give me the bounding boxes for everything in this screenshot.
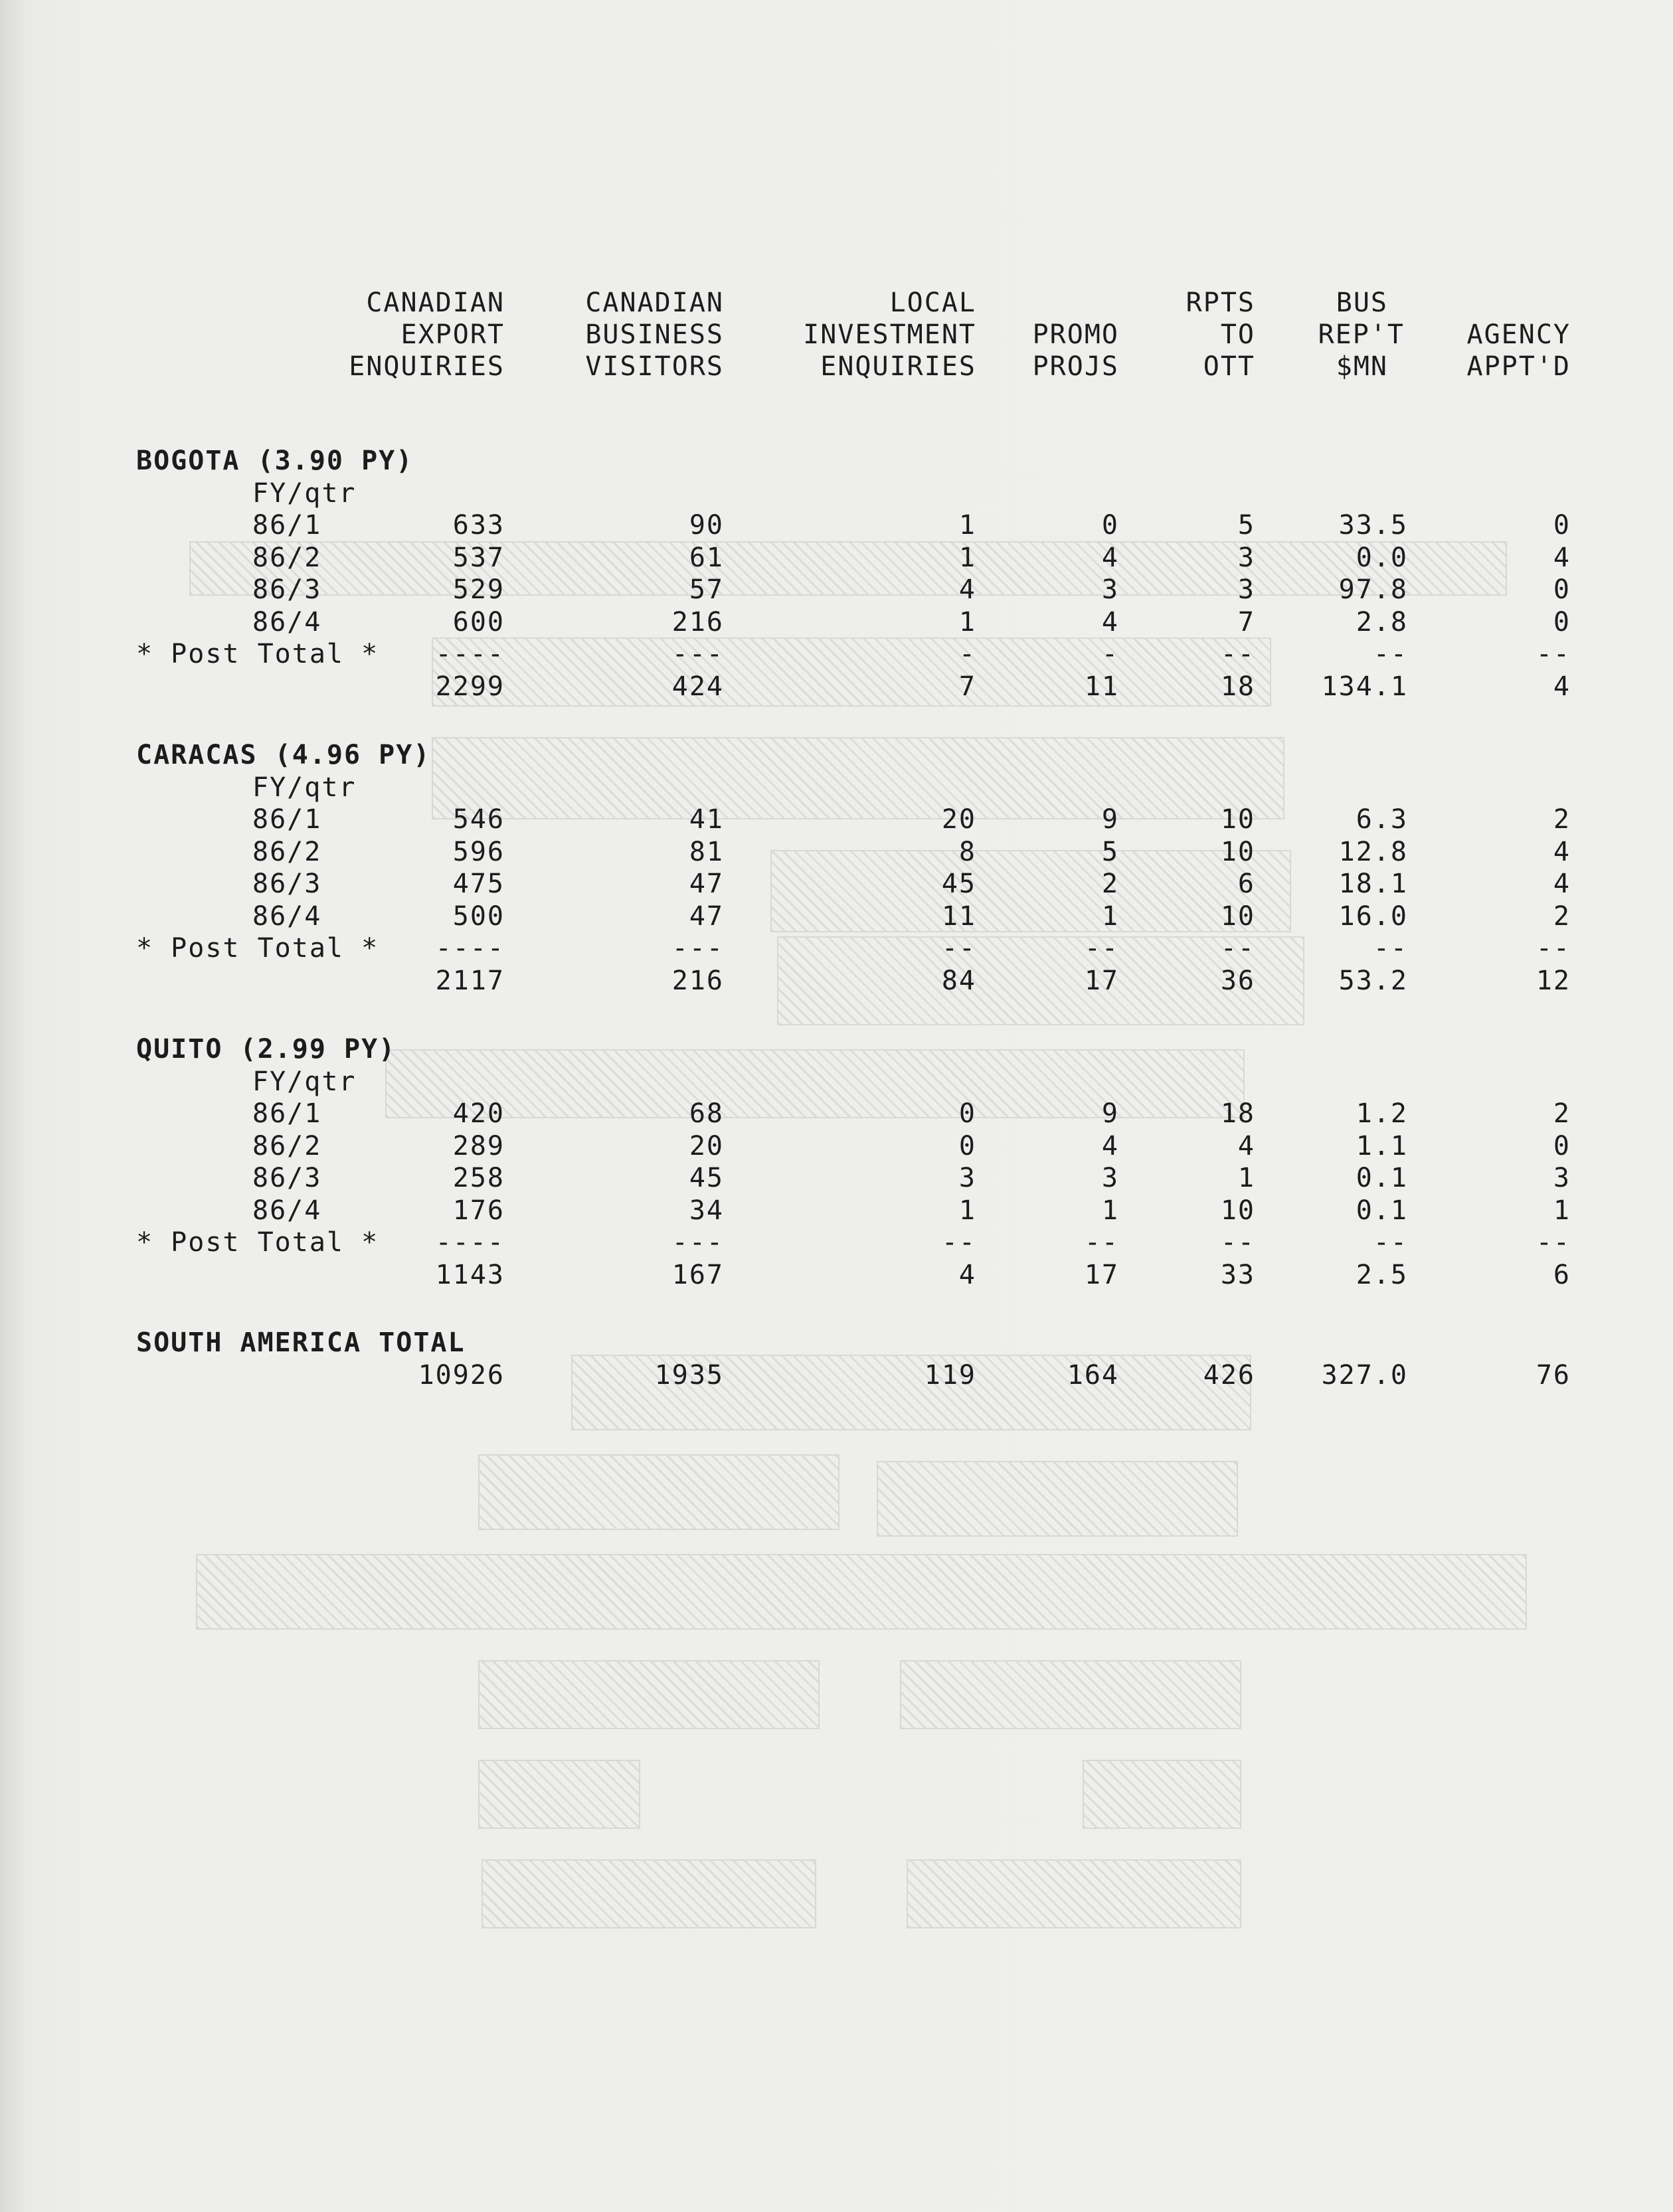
cell-export-enquiries: 258 — [452, 1163, 505, 1193]
total-separator: -- — [1373, 933, 1408, 964]
section-title: BOGOTA (3.90 PY) — [136, 446, 414, 476]
cell-rpts-to-ott: 18 — [1220, 1098, 1255, 1129]
total-promo-projs: 11 — [1084, 671, 1119, 702]
total-business-visitors: 424 — [671, 671, 724, 702]
cell-investment-enquiries: 1 — [958, 1195, 976, 1226]
cell-investment-enquiries: 1 — [958, 606, 976, 638]
total-separator: -- — [1220, 1227, 1255, 1258]
total-separator: - — [958, 639, 976, 669]
ghost-bar — [907, 1859, 1241, 1928]
total-promo-projs: 17 — [1084, 1259, 1119, 1290]
cell-bus-rept-mn: 33.5 — [1338, 510, 1408, 541]
total-separator: ---- — [435, 639, 505, 669]
quarter-label: 86/3 — [252, 869, 322, 899]
total-separator: ---- — [435, 1227, 505, 1258]
total-business-visitors: 216 — [671, 965, 724, 996]
grand-total-bus-rept-mn: 327.0 — [1321, 1359, 1408, 1391]
header-rpts-to-ott-line3: OTT — [1203, 351, 1255, 382]
cell-bus-rept-mn: 18.1 — [1338, 869, 1408, 899]
total-separator: -- — [1220, 933, 1255, 964]
cell-promo-projs: 3 — [1101, 1163, 1119, 1193]
total-bus-rept-mn: 2.5 — [1356, 1259, 1408, 1290]
cell-investment-enquiries: 3 — [958, 1163, 976, 1193]
cell-promo-projs: 1 — [1101, 900, 1119, 932]
total-investment-enquiries: 84 — [941, 965, 976, 996]
ghost-bar — [478, 1760, 640, 1829]
cell-business-visitors: 61 — [689, 542, 724, 573]
cell-investment-enquiries: 8 — [958, 836, 976, 867]
ghost-bar — [478, 1454, 839, 1530]
quarter-label: 86/2 — [252, 542, 322, 573]
post-total-label: * Post Total * — [136, 639, 379, 669]
cell-rpts-to-ott: 10 — [1220, 804, 1255, 835]
cell-export-enquiries: 537 — [452, 542, 505, 573]
header-promo-projs-line1: PROMO — [1032, 319, 1119, 350]
cell-promo-projs: 9 — [1101, 804, 1119, 835]
cell-investment-enquiries: 0 — [958, 1098, 976, 1129]
cell-bus-rept-mn: 97.8 — [1338, 574, 1408, 605]
cell-investment-enquiries: 20 — [941, 804, 976, 835]
cell-business-visitors: 20 — [689, 1130, 724, 1161]
cell-rpts-to-ott: 10 — [1220, 900, 1255, 932]
cell-promo-projs: 5 — [1101, 836, 1119, 867]
cell-promo-projs: 9 — [1101, 1098, 1119, 1129]
total-separator: - — [1101, 639, 1119, 669]
cell-bus-rept-mn: 0.0 — [1356, 542, 1408, 573]
cell-investment-enquiries: 1 — [958, 542, 976, 573]
cell-promo-projs: 4 — [1101, 606, 1119, 638]
total-agency-appt: 6 — [1553, 1259, 1571, 1290]
total-investment-enquiries: 7 — [958, 671, 976, 702]
cell-rpts-to-ott: 3 — [1237, 542, 1255, 573]
total-export-enquiries: 2299 — [435, 671, 505, 702]
grand-total-title: SOUTH AMERICA TOTAL — [136, 1327, 466, 1358]
cell-bus-rept-mn: 0.1 — [1356, 1163, 1408, 1193]
cell-export-enquiries: 420 — [452, 1098, 505, 1129]
total-separator: --- — [671, 933, 724, 964]
header-export-enquiries-line2: EXPORT — [400, 319, 505, 350]
section-title: QUITO (2.99 PY) — [136, 1034, 396, 1064]
ghost-bar — [1083, 1760, 1241, 1829]
header-export-enquiries-line1: CANADIAN — [366, 288, 505, 318]
cell-promo-projs: 4 — [1101, 1130, 1119, 1161]
cell-agency-appt: 4 — [1553, 836, 1571, 867]
total-separator: -- — [1084, 933, 1119, 964]
cell-agency-appt: 2 — [1553, 1098, 1571, 1129]
header-investment-enquiries-line2: INVESTMENT — [803, 319, 976, 350]
total-separator: -- — [1220, 639, 1255, 669]
grand-total-export-enquiries: 10926 — [418, 1359, 505, 1391]
header-promo-projs-line2: PROJS — [1032, 351, 1119, 382]
cell-business-visitors: 216 — [671, 606, 724, 638]
total-separator: ---- — [435, 933, 505, 964]
header-business-visitors-line1: CANADIAN — [585, 288, 724, 318]
fyqtr-label: FY/qtr — [252, 772, 357, 803]
total-separator: -- — [1536, 1227, 1571, 1258]
cell-business-visitors: 57 — [689, 574, 724, 605]
cell-export-enquiries: 176 — [452, 1195, 505, 1226]
header-bus-rept-line2: REP'T — [1318, 319, 1405, 350]
total-promo-projs: 17 — [1084, 965, 1119, 996]
total-investment-enquiries: 4 — [958, 1259, 976, 1290]
cell-export-enquiries: 633 — [452, 510, 505, 541]
cell-export-enquiries: 600 — [452, 606, 505, 638]
total-separator: --- — [671, 1227, 724, 1258]
cell-bus-rept-mn: 16.0 — [1338, 900, 1408, 932]
cell-agency-appt: 0 — [1553, 606, 1571, 638]
cell-promo-projs: 0 — [1101, 510, 1119, 541]
total-bus-rept-mn: 53.2 — [1338, 965, 1408, 996]
grand-total-business-visitors: 1935 — [654, 1359, 724, 1391]
total-separator: -- — [1084, 1227, 1119, 1258]
section-title: CARACAS (4.96 PY) — [136, 740, 431, 770]
cell-agency-appt: 0 — [1553, 574, 1571, 605]
ghost-bar — [900, 1660, 1241, 1729]
cell-bus-rept-mn: 6.3 — [1356, 804, 1408, 835]
ghost-bar — [877, 1461, 1238, 1537]
cell-business-visitors: 90 — [689, 510, 724, 541]
quarter-label: 86/1 — [252, 1098, 322, 1129]
cell-agency-appt: 4 — [1553, 542, 1571, 573]
header-business-visitors-line2: BUSINESS — [585, 319, 724, 350]
cell-rpts-to-ott: 1 — [1237, 1163, 1255, 1193]
cell-promo-projs: 4 — [1101, 542, 1119, 573]
header-rpts-to-ott-line2: TO — [1220, 319, 1255, 350]
grand-total-rpts-to-ott: 426 — [1203, 1359, 1255, 1391]
cell-agency-appt: 2 — [1553, 804, 1571, 835]
total-separator: --- — [671, 639, 724, 669]
header-investment-enquiries-line1: LOCAL — [889, 288, 976, 318]
cell-agency-appt: 2 — [1553, 900, 1571, 932]
header-business-visitors-line3: VISITORS — [585, 351, 724, 382]
quarter-label: 86/2 — [252, 1130, 322, 1161]
header-agency-appt-line1: AGENCY — [1466, 319, 1571, 350]
cell-rpts-to-ott: 3 — [1237, 574, 1255, 605]
total-agency-appt: 12 — [1536, 965, 1571, 996]
cell-agency-appt: 0 — [1553, 510, 1571, 541]
quarter-label: 86/4 — [252, 900, 322, 932]
header-bus-rept-line1: BUS — [1336, 288, 1388, 318]
cell-business-visitors: 34 — [689, 1195, 724, 1226]
total-separator: -- — [941, 1227, 976, 1258]
cell-rpts-to-ott: 10 — [1220, 836, 1255, 867]
cell-business-visitors: 68 — [689, 1098, 724, 1129]
ghost-bar — [478, 1660, 820, 1729]
total-bus-rept-mn: 134.1 — [1321, 671, 1408, 702]
cell-investment-enquiries: 45 — [941, 869, 976, 899]
header-bus-rept-line3: $MN — [1336, 351, 1388, 382]
quarter-label: 86/4 — [252, 606, 322, 638]
total-rpts-to-ott: 33 — [1220, 1259, 1255, 1290]
cell-rpts-to-ott: 5 — [1237, 510, 1255, 541]
cell-business-visitors: 41 — [689, 804, 724, 835]
total-business-visitors: 167 — [671, 1259, 724, 1290]
cell-export-enquiries: 500 — [452, 900, 505, 932]
total-agency-appt: 4 — [1553, 671, 1571, 702]
cell-agency-appt: 3 — [1553, 1163, 1571, 1193]
quarter-label: 86/1 — [252, 804, 322, 835]
ghost-bar — [196, 1554, 1527, 1630]
cell-business-visitors: 81 — [689, 836, 724, 867]
header-export-enquiries-line3: ENQUIRIES — [349, 351, 505, 382]
cell-investment-enquiries: 4 — [958, 574, 976, 605]
total-separator: -- — [941, 933, 976, 964]
cell-export-enquiries: 529 — [452, 574, 505, 605]
cell-rpts-to-ott: 10 — [1220, 1195, 1255, 1226]
total-separator: -- — [1536, 933, 1571, 964]
grand-total-agency-appt: 76 — [1536, 1359, 1571, 1391]
cell-rpts-to-ott: 4 — [1237, 1130, 1255, 1161]
post-total-label: * Post Total * — [136, 1227, 379, 1258]
cell-rpts-to-ott: 7 — [1237, 606, 1255, 638]
cell-promo-projs: 3 — [1101, 574, 1119, 605]
cell-export-enquiries: 289 — [452, 1130, 505, 1161]
cell-investment-enquiries: 1 — [958, 510, 976, 541]
cell-export-enquiries: 546 — [452, 804, 505, 835]
quarter-label: 86/4 — [252, 1195, 322, 1226]
total-separator: -- — [1373, 1227, 1408, 1258]
cell-promo-projs: 1 — [1101, 1195, 1119, 1226]
grand-total-promo-projs: 164 — [1067, 1359, 1119, 1391]
total-separator: -- — [1536, 639, 1571, 669]
fyqtr-label: FY/qtr — [252, 1066, 357, 1097]
quarter-label: 86/3 — [252, 574, 322, 605]
cell-bus-rept-mn: 12.8 — [1338, 836, 1408, 867]
ghost-bar — [482, 1859, 816, 1928]
header-investment-enquiries-line3: ENQUIRIES — [820, 351, 976, 382]
cell-agency-appt: 0 — [1553, 1130, 1571, 1161]
quarter-label: 86/1 — [252, 510, 322, 541]
quarter-label: 86/2 — [252, 836, 322, 867]
cell-rpts-to-ott: 6 — [1237, 869, 1255, 899]
header-agency-appt-line2: APPT'D — [1466, 351, 1571, 382]
grand-total-investment-enquiries: 119 — [924, 1359, 976, 1391]
fyqtr-label: FY/qtr — [252, 477, 357, 509]
total-export-enquiries: 2117 — [435, 965, 505, 996]
cell-agency-appt: 4 — [1553, 869, 1571, 899]
cell-agency-appt: 1 — [1553, 1195, 1571, 1226]
cell-export-enquiries: 475 — [452, 869, 505, 899]
total-separator: -- — [1373, 639, 1408, 669]
total-rpts-to-ott: 18 — [1220, 671, 1255, 702]
cell-bus-rept-mn: 0.1 — [1356, 1195, 1408, 1226]
cell-promo-projs: 2 — [1101, 869, 1119, 899]
cell-investment-enquiries: 11 — [941, 900, 976, 932]
cell-bus-rept-mn: 1.1 — [1356, 1130, 1408, 1161]
cell-business-visitors: 45 — [689, 1163, 724, 1193]
header-rpts-to-ott-line1: RPTS — [1186, 288, 1255, 318]
cell-bus-rept-mn: 2.8 — [1356, 606, 1408, 638]
cell-business-visitors: 47 — [689, 869, 724, 899]
cell-export-enquiries: 596 — [452, 836, 505, 867]
total-export-enquiries: 1143 — [435, 1259, 505, 1290]
post-total-label: * Post Total * — [136, 933, 379, 964]
total-rpts-to-ott: 36 — [1220, 965, 1255, 996]
quarter-label: 86/3 — [252, 1163, 322, 1193]
cell-business-visitors: 47 — [689, 900, 724, 932]
cell-bus-rept-mn: 1.2 — [1356, 1098, 1408, 1129]
cell-investment-enquiries: 0 — [958, 1130, 976, 1161]
